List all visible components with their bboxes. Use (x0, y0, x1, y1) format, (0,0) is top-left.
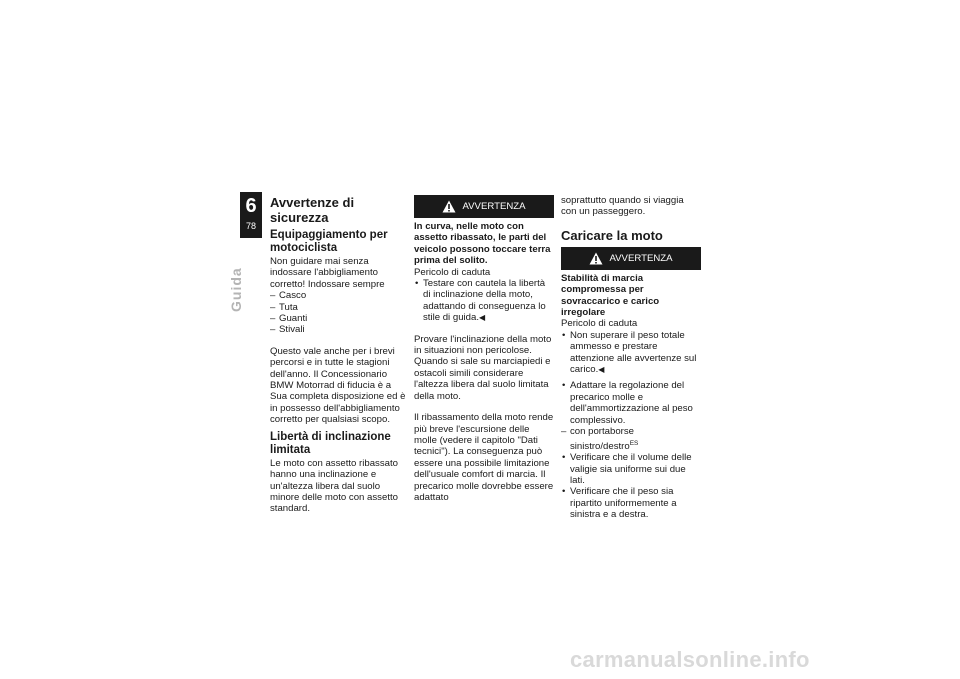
list-item: • Non superare il peso totale ammesso e prestare attenzione alle avvertenze sul carico.◀ (561, 330, 701, 376)
list-item: – Stivali (270, 324, 410, 335)
page-number: 78 (245, 221, 256, 231)
warning-banner (414, 195, 554, 218)
warning-label: AVVERTENZA (462, 200, 526, 212)
column-1 (270, 195, 410, 515)
list-item: • Adattare la regolazione del precarico molle e dell'ammortizzazione al peso complessivo. (561, 380, 701, 426)
warning-title: In curva, nelle moto con assetto ribassato, le parti del veicolo possono toccare terra prima del solito. (414, 221, 551, 267)
warning-title: Stabilità di marcia compromessa per sovraccarico e carico irregolare (561, 272, 660, 319)
warning-bullets (561, 330, 701, 376)
load-bullets-2 (561, 452, 701, 520)
chapter-tab (240, 192, 262, 238)
list-item: • Testare con cautela la libertà di inclinazione della moto, adattando di conseguenza lo stile di guida.◀ (414, 278, 554, 324)
list-item: – Guanti (270, 313, 410, 324)
load-dash-list (561, 426, 701, 452)
column-2 (414, 195, 554, 503)
list-item: • Verificare che il peso sia ripartito uniformemente a sinistra e a destra. (561, 486, 701, 520)
warning-banner (561, 247, 701, 270)
equipment-heading: Equipaggiamento per motociclista (270, 229, 388, 254)
warning-danger: Pericolo di caduta (561, 318, 638, 330)
lean-heading: Libertà di inclinazione limitata (270, 430, 391, 456)
list-item: – Casco (270, 290, 410, 301)
list-item: • Verificare che il volume delle valigie sia uniforme sui due lati. (561, 452, 701, 486)
equipment-superscript: ES (629, 439, 639, 447)
paragraph-2: Il ribassamento della moto rende più breve l'escursione delle molle (vedere il capitolo "Dati tecnici"). La conseguenza può essere una possibile limitazione dell'usuale comfort di marcia. Il precarico molle dovrebbe essere adattato (414, 412, 554, 503)
column-3 (561, 195, 701, 521)
warning-triangle-icon (589, 252, 603, 265)
warning-bullets (414, 278, 554, 324)
lean-paragraph: Le moto con assetto ribassato hanno una inclinazione e un'altezza libera dal suolo minore delle moto con assetto standard. (270, 457, 398, 515)
end-mark-icon: ◀ (479, 313, 486, 323)
equipment-intro: Non guidare mai senza indossare l'abbigliamento corretto! Indossare sempre (270, 256, 385, 290)
end-mark-icon: ◀ (598, 365, 605, 375)
load-bullets (561, 380, 701, 426)
equipment-paragraph: Questo vale anche per i brevi percorsi e in tutte le stagioni dell'anno. Il Concessionario BMW Motorrad di fiducia è a Sua completa disposizione ed è in possesso dell'abbigliamento corretto per qualsiasi scopo. (270, 345, 406, 426)
equipment-list (270, 290, 410, 336)
watermark: carmanualsonline.info (570, 647, 810, 672)
chapter-number: 6 (245, 195, 257, 217)
warning-danger: Pericolo di caduta (414, 266, 491, 278)
warning-triangle-icon (442, 200, 456, 213)
list-item: – Tuta (270, 302, 410, 313)
section-title: Avvertenze di sicurezza (270, 195, 355, 225)
paragraph-continued: soprattutto quando si viaggia con un passeggero. (561, 195, 684, 218)
load-heading: Caricare la moto (561, 227, 663, 243)
list-item: – con portaborse sinistro/destro$^{ES}$ (561, 426, 701, 452)
chapter-label: Guida (228, 267, 244, 312)
warning-label: AVVERTENZA (609, 252, 673, 264)
paragraph-1: Provare l'inclinazione della moto in situazioni non pericolose. Quando si sale su marciapiedi e ostacoli simili considerare l'altezza libera dal suolo limitata della moto. (414, 333, 552, 402)
